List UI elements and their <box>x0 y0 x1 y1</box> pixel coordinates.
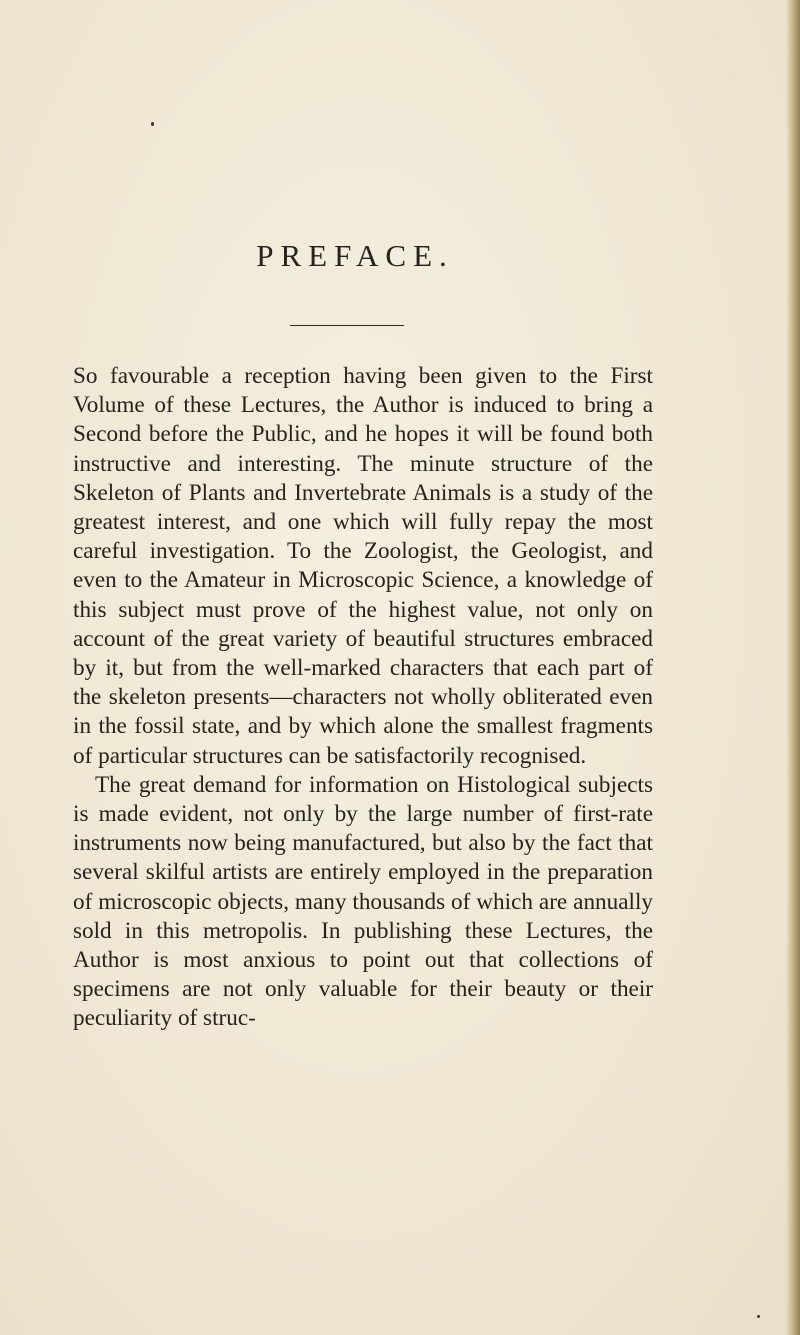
preface-body <box>73 362 653 1034</box>
paragraph-1: So favourable a reception having been given to the First Volume of these Lectures, the Author is induced to bring a Second before the Public, and he hopes it will be found both instructive and interesting. The minute structure of the Skeleton of Plants and Invertebrate Animals is a study of the greatest interest, and one which will fully repay the most careful investigation. To the Zoologist, the Geologist, and even to the Amateur in Microscopic Science, a knowledge of this subject must prove of the highest value, not only on account of the great variety of beautiful structures embraced by it, but from the well-marked characters that each part of the skeleton presents—characters not wholly obliterated even in the fossil state, and by which alone the smallest fragments of particular structures can be satisfactorily recognised. <box>73 363 653 769</box>
preface-heading: PREFACE. <box>256 238 454 273</box>
ink-speck <box>151 122 154 126</box>
ink-speck <box>757 1315 760 1318</box>
page-edge-shadow <box>786 0 800 1335</box>
heading-rule <box>290 325 404 326</box>
paragraph-2: The great demand for information on Histological subjects is made evident, not only by the large number of first-rate instruments now being manufactured, but also by the fact that several skilful artists are entirely employed in the preparation of microscopic objects, many thousands of which are annually sold in this metropolis. In publishing these Lectures, the Author is most anxious to point out that collections of specimens are not only valuable for their beauty or their peculiarity of struc- <box>73 771 653 1032</box>
